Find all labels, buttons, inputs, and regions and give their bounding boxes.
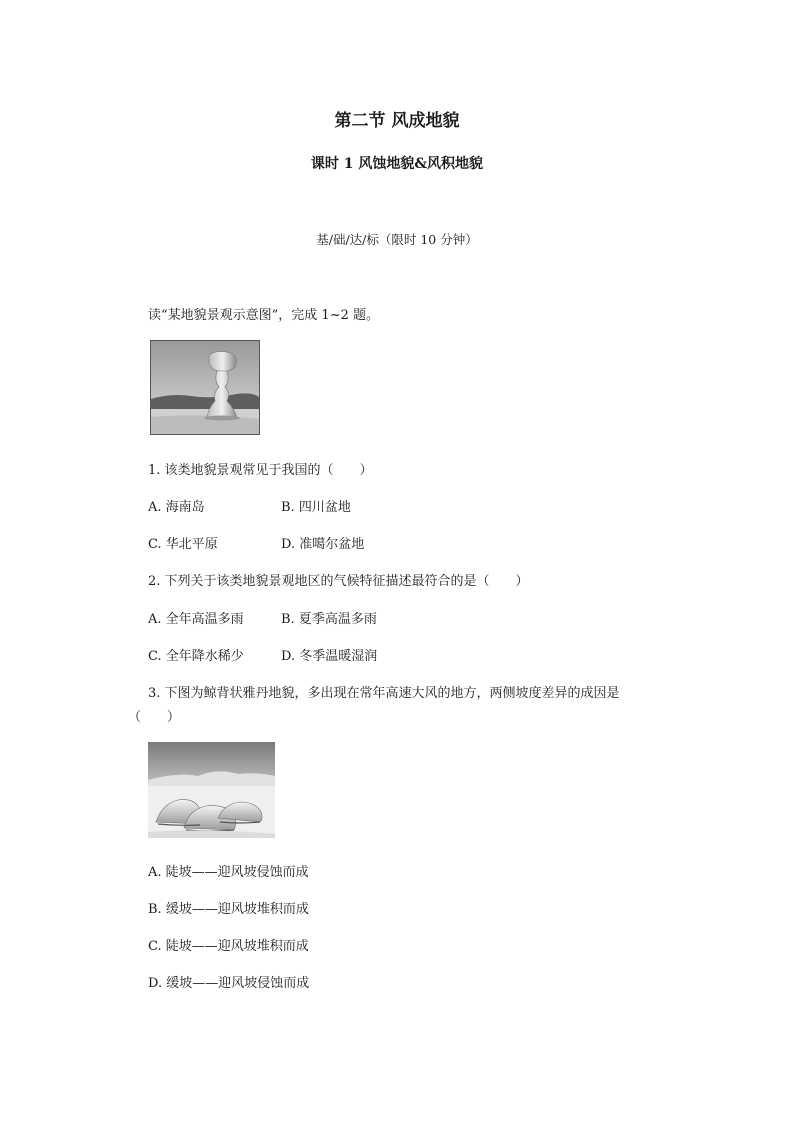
q2-option-b[interactable]: B. 夏季高温多雨 — [281, 612, 377, 627]
page-title: 第二节 风成地貌 — [334, 111, 460, 131]
mushroom-rock-image — [150, 340, 260, 435]
q1-option-a[interactable]: A. 海南岛 — [148, 500, 205, 515]
q3-option-c[interactable]: C. 陡坡——迎风坡堆积而成 — [148, 939, 309, 954]
q1-option-d[interactable]: D. 准噶尔盆地 — [281, 537, 365, 552]
lesson-subtitle: 课时 1 风蚀地貌&风积地貌 — [310, 156, 484, 172]
q2-option-c[interactable]: C. 全年降水稀少 — [148, 649, 244, 664]
question-3-stem: 3. 下图为鲸背状雅丹地貌，多出现在常年高速大风的地方，两侧坡度差异的成因是 — [148, 686, 620, 701]
intro-text: 读“某地貌景观示意图”，完成 1~2 题。 — [148, 308, 379, 323]
section-heading: 基/础/达/标（限时 10 分钟） — [316, 232, 478, 247]
q3-option-b[interactable]: B. 缓坡——迎风坡堆积而成 — [148, 902, 309, 917]
question-3-stem-continued: （ ） — [128, 710, 181, 725]
question-2-options-row-1 — [148, 608, 377, 627]
q3-option-a[interactable]: A. 陡坡——迎风坡侵蚀而成 — [148, 865, 309, 880]
question-1-stem: 1. 该类地貌景观常见于我国的（ ） — [148, 463, 373, 478]
q2-option-a[interactable]: A. 全年高温多雨 — [148, 612, 244, 627]
question-2-options-row-2 — [148, 645, 378, 664]
question-2-stem: 2. 下列关于该类地貌景观地区的气候特征描述最符合的是（ ） — [148, 574, 529, 589]
q1-option-c[interactable]: C. 华北平原 — [148, 537, 218, 552]
q2-option-d[interactable]: D. 冬季温暖湿润 — [281, 649, 378, 664]
question-1-options-row-2 — [148, 533, 365, 552]
question-1-options-row-1 — [148, 496, 351, 515]
q1-option-b[interactable]: B. 四川盆地 — [281, 500, 351, 515]
q3-option-d[interactable]: D. 缓坡——迎风坡侵蚀而成 — [148, 976, 310, 991]
yardang-landform-image — [148, 742, 275, 838]
